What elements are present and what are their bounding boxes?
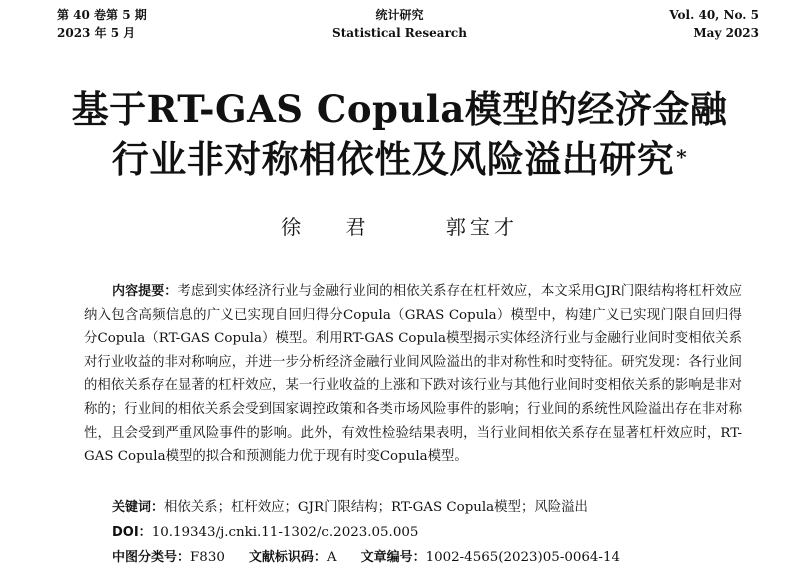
article-number-label: 文章编号： bbox=[360, 550, 426, 565]
author-list bbox=[0, 213, 799, 241]
journal-name-en: Statistical Research bbox=[332, 26, 467, 40]
paper-title bbox=[0, 84, 799, 184]
abstract bbox=[84, 280, 742, 469]
author-1: 徐 君 bbox=[281, 215, 370, 239]
keywords-label: 关键词： bbox=[112, 500, 165, 515]
doi bbox=[112, 522, 418, 544]
journal-issue-en bbox=[669, 6, 759, 42]
doc-code-value: A bbox=[326, 550, 337, 565]
volume-issue-cn: 第 40 卷第 5 期 bbox=[57, 8, 147, 22]
title-footnote-mark[interactable]: * bbox=[676, 145, 688, 169]
doi-value[interactable]: 10.19343/j.cnki.11-1302/c.2023.05.005 bbox=[151, 525, 419, 540]
classification-row bbox=[112, 547, 620, 569]
keywords-text: 相依关系；杠杆效应；GJR门限结构；RT-GAS Copula模型；风险溢出 bbox=[164, 500, 588, 515]
doc-code-label: 文献标识码： bbox=[248, 550, 327, 565]
article-number-value: 1002-4565(2023)05-0064-14 bbox=[425, 550, 620, 565]
keywords bbox=[112, 497, 752, 519]
abstract-label: 内容提要： bbox=[112, 284, 178, 299]
clc-label: 中图分类号： bbox=[112, 550, 191, 565]
author-2: 郭宝才 bbox=[445, 215, 518, 239]
clc-value: F830 bbox=[190, 550, 225, 565]
title-line-1: 基于RT-GAS Copula模型的经济金融 bbox=[71, 87, 728, 131]
date-en: May 2023 bbox=[693, 26, 759, 40]
doi-label: DOI： bbox=[112, 525, 152, 540]
title-line-2: 行业非对称相依性及风险溢出研究 * bbox=[111, 137, 688, 181]
volume-issue-en: Vol. 40, No. 5 bbox=[669, 8, 759, 22]
journal-name-cn: 统计研究 bbox=[375, 8, 424, 22]
date-cn: 2023 年 5 月 bbox=[57, 26, 136, 40]
abstract-text: 考虑到实体经济行业与金融行业间的相依关系存在杠杆效应，本文采用GJR门限结构将杠杆效应纳入包含高频信息的广义已实现自回归得分Copula（GRAS Copula）模型中，构建广义已实现门限自回归得分Copula（RT-GAS Copula）模型。利用RT-GAS Copula模型揭示实体经济行业与金融行业间时变相依关系对行业收益的非对称响应，并进一步分析经济金融行业间风险溢出的非对称性和时变特征。研究发现：各行业间的相依关系存在显著的杠杆效应，某一行业收益的上涨和下跌对该行业与其他行业间时变相依关系的影响是非对称的；行业间的相依关系会受到国家调控政策和各类市场风险事件的影响；行业间的系统性风险溢出存在非对称性，且会受到严重风险事件的影响。此外，有效性检验结果表明，当行业间相依关系存在显著杠杆效应时，RT-GAS Copula模型的拟合和预测能力优于现有时变Copula模型。 bbox=[84, 284, 742, 465]
